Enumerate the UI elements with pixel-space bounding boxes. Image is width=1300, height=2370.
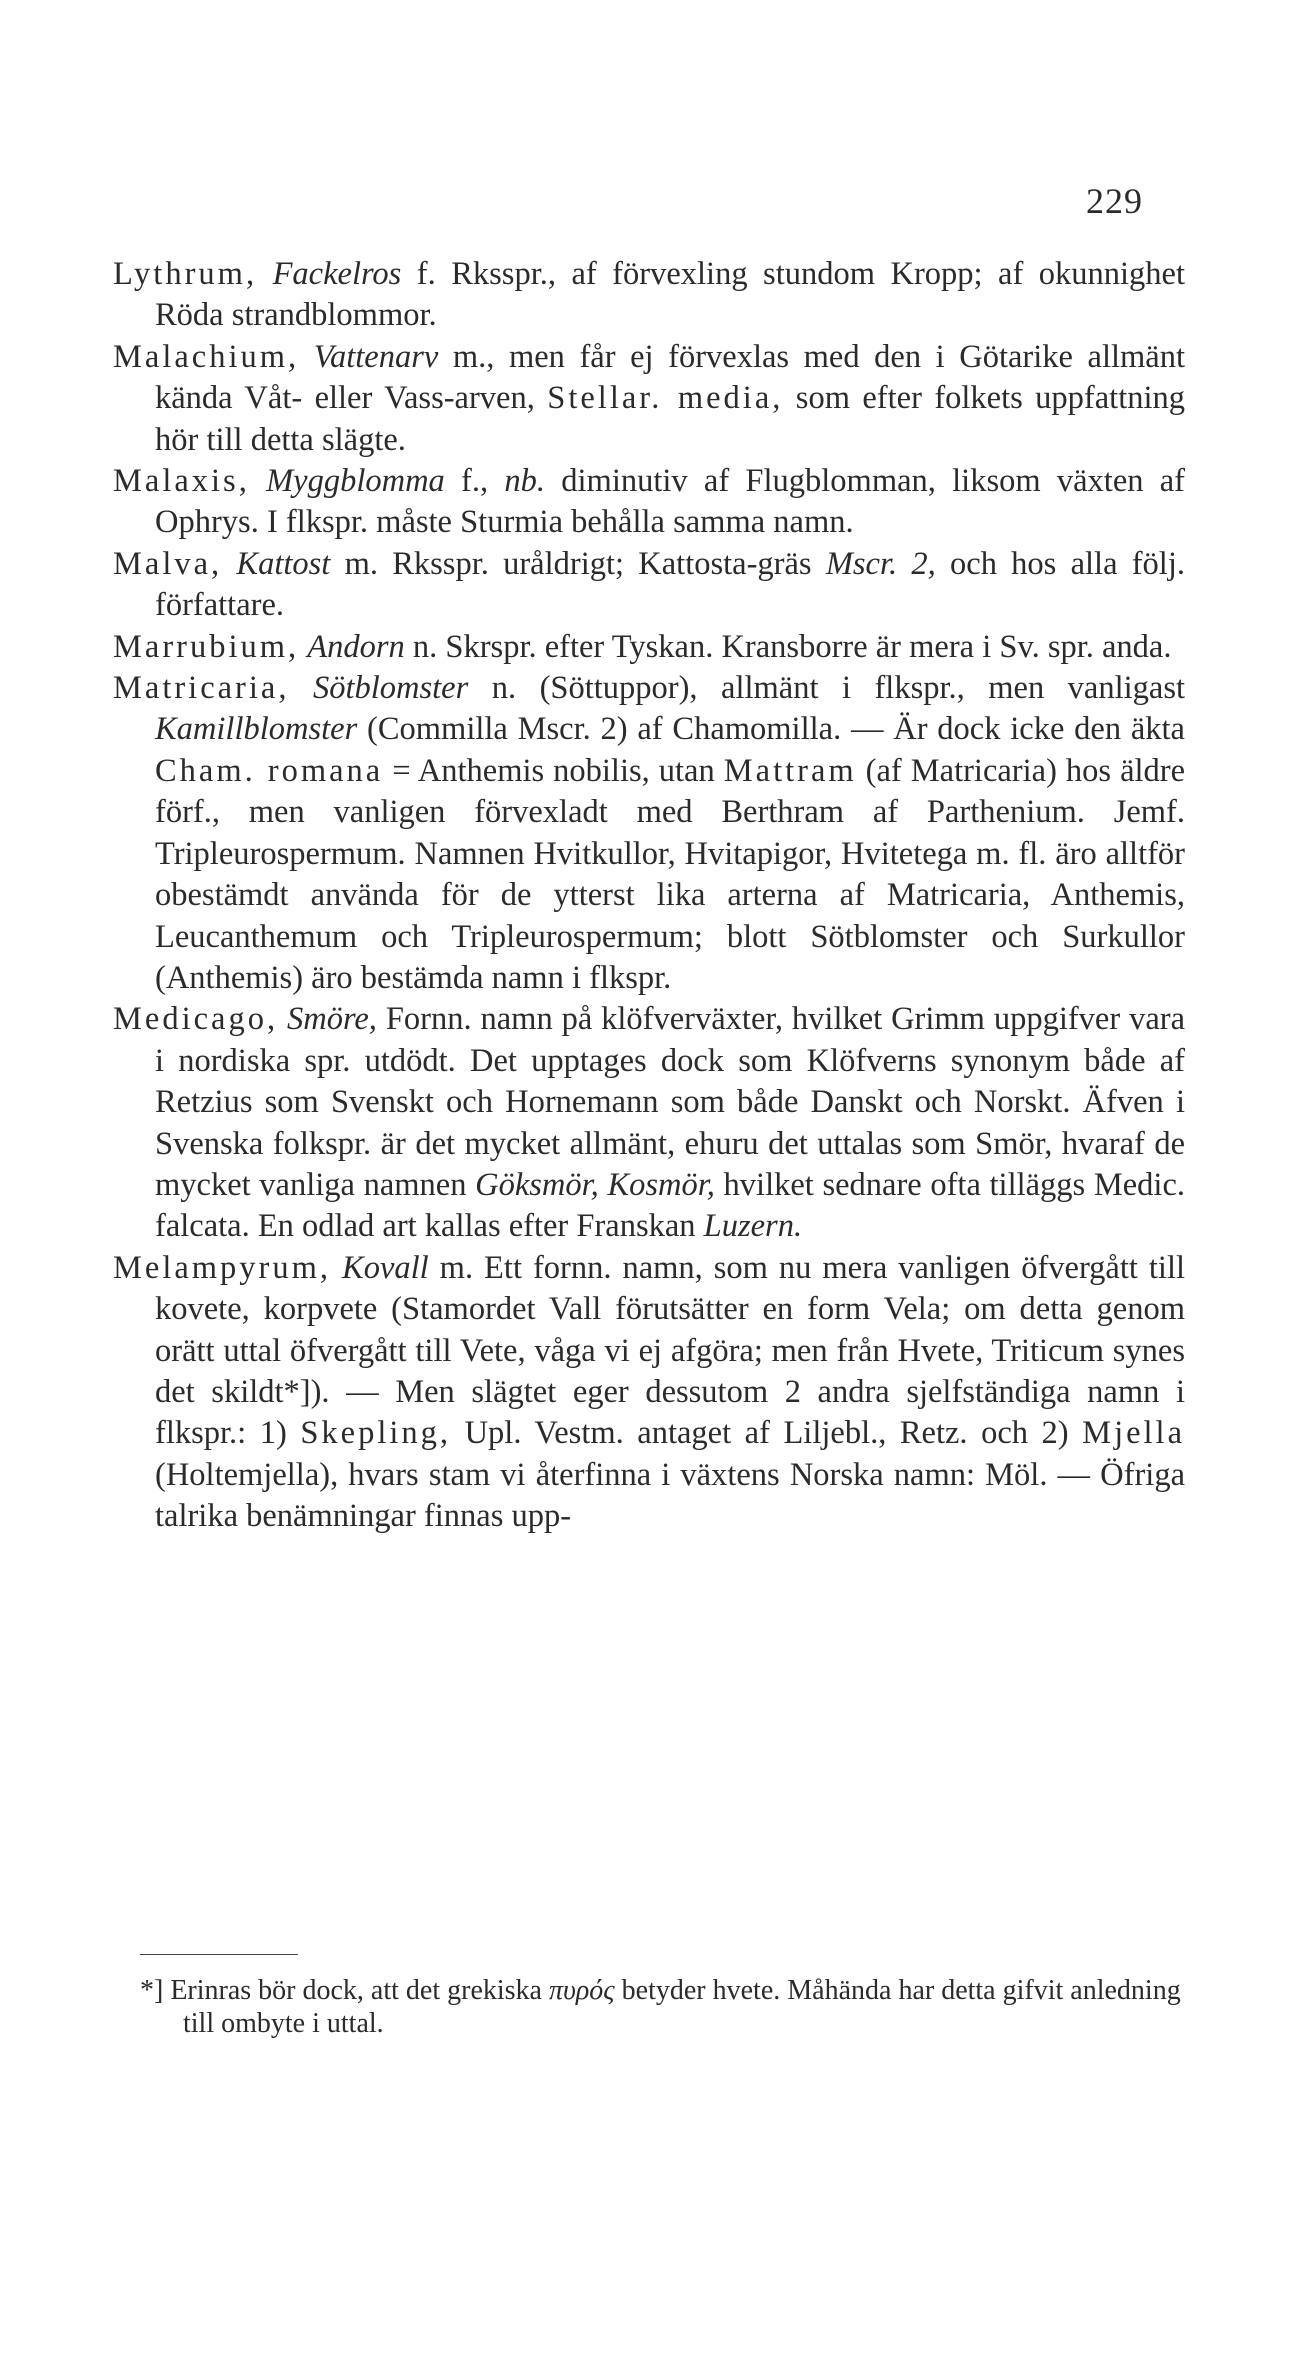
footnote-text: Erinras bör dock, att det grekiska (163, 1975, 542, 2006)
entry-text: Fornn. namn på klöfverväxter, hvilket Grimm uppgifver vara i nordiska spr. utdödt. Det upptages dock som Klöfverns synonym både af Retzius som Svenskt och Hornemann som både Danskt och Norskt. Äfven i Svenska folkspr. är det mycket allmänt, ehuru det uttalas som Smör, hvaraf de mycket vanliga namnen (155, 1001, 1185, 1203)
entry-text: och hos alla följ. författare. (155, 545, 1185, 624)
footnote-mark: *] (140, 1975, 164, 2006)
entry-marrubium (113, 627, 1185, 668)
footnote (140, 1974, 1183, 2040)
entry-headword: Medicago, (113, 1001, 279, 1038)
entry-text: n. (Söttuppor), allmänt i flkspr., men vanligast (468, 670, 1186, 707)
entry-text: Upl. Vestm. antaget af Liljebl., Retz. och 2) (451, 1415, 1069, 1452)
entry-swedish-name: Andorn (307, 628, 405, 665)
entry-swedish-name: Sötblomster (312, 670, 469, 707)
entry-text: f., (444, 463, 489, 500)
entry-malaxis (113, 461, 1185, 544)
entry-swedish-name: Fackelros (272, 256, 402, 292)
entry-matricaria (113, 668, 1185, 999)
entry-swedish-name: Smöre, (286, 1001, 377, 1038)
entry-alt-name: Kamillblomster (155, 711, 358, 748)
entry-spaced-name: Stellar. media, (547, 380, 784, 417)
entry-text: som efter folkets uppfattning hör till detta slägte. (155, 380, 1186, 458)
entry-headword: Malachium, (113, 338, 300, 375)
entry-spaced-name: Skepling, (300, 1415, 452, 1452)
entry-spaced-name: Cham. romana (155, 752, 384, 789)
page-body (113, 254, 1185, 1538)
entry-text: m., men får ej förvexlas med den i Götarike allmänt kända Våt- eller Vass-arven, (155, 338, 1186, 417)
entry-headword: Lythrum, (113, 256, 258, 292)
entry-alt-name: Göksmör, Kosmör, (475, 1166, 715, 1203)
footnote-divider (140, 1954, 298, 1955)
entry-malachium (113, 337, 1185, 461)
entry-text: (Commilla Mscr. 2) af Chamomilla. — Är dock icke den äkta (357, 711, 1185, 748)
entry-text: = Anthemis nobilis, utan (383, 752, 715, 789)
entry-headword: Matricaria, (113, 670, 290, 707)
entry-source-ref: Mscr. 2, (825, 545, 936, 582)
entry-text: m. Rksspr. uråldrigt; Kattosta-gräs (330, 545, 812, 582)
entry-headword: Melampyrum, (113, 1249, 332, 1286)
entry-headword: Malaxis, (113, 463, 250, 500)
entry-swedish-name: Vattenarv (313, 338, 439, 375)
entry-text: (af Matricaria) hos äldre förf., men vanligen förvexladt med Berthram af Parthenium. Jemf. Tripleurospermum. Namnen Hvitkullor, Hvitapigor, Hvitetega m. fl. äro alltför obestämdt använda för de ytterst lika arterna af Matricaria, Anthemis, Leucanthemum och Tripleurospermum; blott Sötblomster och Surkullor (Anthemis) äro bestämda namn i flkspr. (155, 752, 1186, 996)
entry-headword: Malva, (113, 545, 223, 582)
footnote-text: betyder hvete. Måhända har detta gifvit anledning till ombyte i uttal. (183, 1975, 1181, 2039)
entry-text: f. Rksspr., af förvexling stundom Kropp; af okunnighet Röda strandblommor. (155, 256, 1185, 334)
entry-text: n. Skrspr. efter Tyskan. Kransborre är mera i Sv. spr. anda. (404, 628, 1172, 665)
entry-text: hvilket sednare ofta tilläggs Medic. falcata. En odlad art kallas efter Franskan (155, 1166, 1185, 1245)
entry-alt-name: Luzern. (703, 1208, 803, 1245)
entry-spaced-name: Mattram (723, 752, 857, 789)
entry-swedish-name: Myggblomma (266, 463, 445, 500)
entry-lythrum (113, 254, 1185, 337)
entry-headword: Marrubium, (113, 628, 300, 665)
entry-text: diminutiv af Flugblomman, liksom växten af Ophrys. I flkspr. måste Sturmia behålla samma namn. (155, 463, 1185, 541)
footnote-greek-word: πυρός (548, 1975, 615, 2006)
entry-text: m. Ett fornn. namn, som nu mera vanligen öfvergått till kovete, korpvete (Stamordet Vall förutsätter en form Vela; om detta genom orätt uttal öfvergått till Vete, våga vi ej afgöra; men från Hvete, Triticum synes det skildt*]). — Men slägtet eger dessutom 2 andra sjelfständiga namn i flkspr.: 1) (155, 1249, 1186, 1452)
entry-malva (113, 544, 1185, 627)
entry-spaced-name: Mjella (1082, 1415, 1186, 1452)
entry-swedish-name: Kattost (236, 545, 331, 582)
entry-melampyrum (113, 1248, 1185, 1538)
entry-medicago (113, 999, 1185, 1247)
entry-note: nb. (504, 463, 546, 500)
entry-text: (Holtemjella), hvars stam vi återfinna i växtens Norska namn: Möl. — Öfriga talrika benämningar finnas upp- (155, 1456, 1185, 1535)
page-number: 229 (1086, 181, 1143, 221)
entry-swedish-name: Kovall (342, 1249, 429, 1286)
